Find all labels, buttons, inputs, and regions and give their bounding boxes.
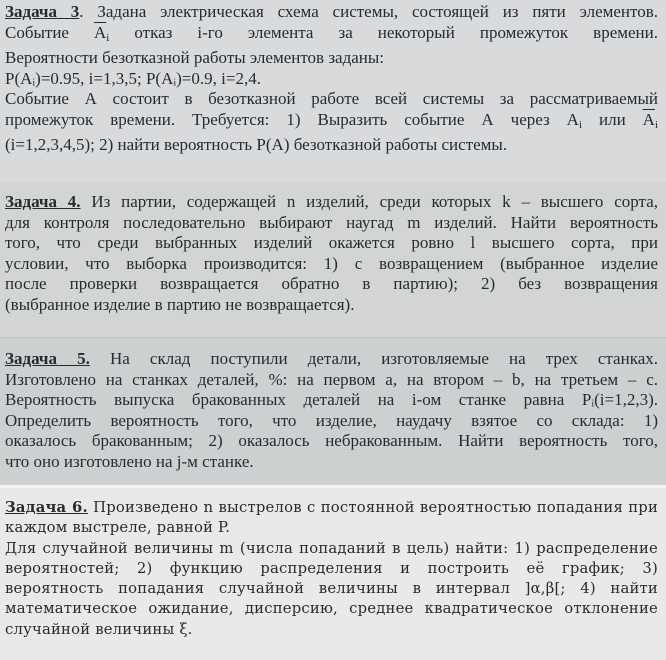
task-3-line-1: Задача 3. Задана электрическая схема системы, состоящей из пяти элементов.: [5, 2, 658, 21]
task-5-text-1: На склад поступили детали, изготовляемые на трех станках.: [109, 349, 659, 368]
task-3-title: Задача 3: [5, 2, 80, 21]
task-6-line-6: математическое ожидание, дисперсию, среднее квадратическое отклонение: [5, 600, 658, 618]
task-3-line-5: Событие А состоит в безотказной работе всей системы за рассматриваемый: [5, 89, 658, 108]
task-5-line-4: Определить вероятность того, что изделие, наудачу взятое со склада: 1): [5, 410, 658, 430]
task-3-event-word: Событие: [5, 22, 69, 42]
task-4-line-5: после проверки возвращается обратно в партию); 2) без возвращения: [5, 274, 658, 293]
task-6-line-1: [5, 498, 658, 518]
task-4-title: Задача 4.: [5, 192, 81, 211]
task-6-text-1: Произведено n выстрелов с постоянной вероятностью попадания при: [93, 499, 659, 516]
task-5-line-5: оказалось бракованным; 2) оказалось небракованным. Найти вероятность того,: [5, 431, 658, 450]
task-6-line-3: Для случайной величины m (числа попаданий в цель) найти: 1) распределение: [5, 539, 658, 557]
task-6-card: [0, 485, 666, 660]
task-6-line-2: каждом выстреле, равной P.: [5, 519, 231, 537]
task-5-line-6: что оно изготовлено на j-м станке.: [5, 451, 254, 471]
task-3-line-6: [5, 110, 658, 136]
task-3-text-2: отказ i-го элемента за некоторый промежуток времени.: [134, 22, 658, 42]
task-3-line-2: [5, 23, 658, 49]
task-4-card: [0, 182, 666, 337]
task-4-text-1: Из партии, содержащей n изделий, среди которых k – высшего сорта,: [91, 192, 658, 211]
task-4-line-2: для контроля последовательно выбирают наугад m изделий. Найти вероятность: [5, 212, 658, 232]
task-3-card: [0, 0, 666, 182]
task-3-or-word: или: [599, 109, 626, 129]
task-4-line-6: (выбранное изделие в партию не возвращается).: [5, 294, 355, 314]
task-3-line-3: Вероятности безотказной работы элементов заданы:: [5, 48, 385, 67]
task-6-line-5: вероятность попадания случайной величины в интервал ]α,β[; 4) найти: [5, 580, 658, 598]
task-4-line-4: условии, что выборка производится: 1) с возвращением (выбранное изделие: [5, 253, 658, 273]
task-3-bar-subscript: i: [654, 118, 658, 131]
task-5-line-1: [5, 349, 658, 370]
task-5-line-2: Изготовлено на станках деталей, %: на первом a, на втором – b, на третьем – c.: [5, 369, 658, 389]
task-6-line-4: вероятностей; 2) функцию распределения и построить её график; 3): [5, 559, 658, 577]
task-5-card: [0, 337, 666, 485]
task-3-text-6: промежуток времени. Требуется: 1) Выразить событие А через A: [5, 109, 579, 129]
task-6-title: Задача 6.: [5, 499, 88, 516]
task-3-text-1: Задана электрическая схема системы, состоящей из пяти элементов.: [97, 2, 658, 21]
task-3-subscript-6: i: [578, 118, 583, 131]
task-3-line-4: P(Aᵢ)=0.95, i=1,3,5; P(Aᵢ)=0.9, i=2,4.: [5, 68, 261, 88]
task-6-line-7: случайной величины ξ.: [5, 620, 193, 638]
task-4-line-3: того, что среди выбранных изделий окажется ровно l высшего сорта, при: [5, 233, 658, 252]
task-3-event-subscript: i: [106, 31, 110, 44]
task-5-line-3: Вероятность выпуска бракованных деталей на i-ом станке равна Pᵢ(i=1,2,3).: [5, 390, 658, 409]
task-5-title: Задача 5.: [5, 349, 90, 368]
task-3-event-symbol: $\overline{A}$: [94, 22, 107, 42]
task-3-line-7: (i=1,2,3,4,5); 2) найти вероятность P(A) безотказной работы системы.: [5, 135, 508, 154]
task-4-line-1: [5, 192, 658, 213]
task-3-bar-symbol: $\overline{A}$: [642, 109, 655, 129]
